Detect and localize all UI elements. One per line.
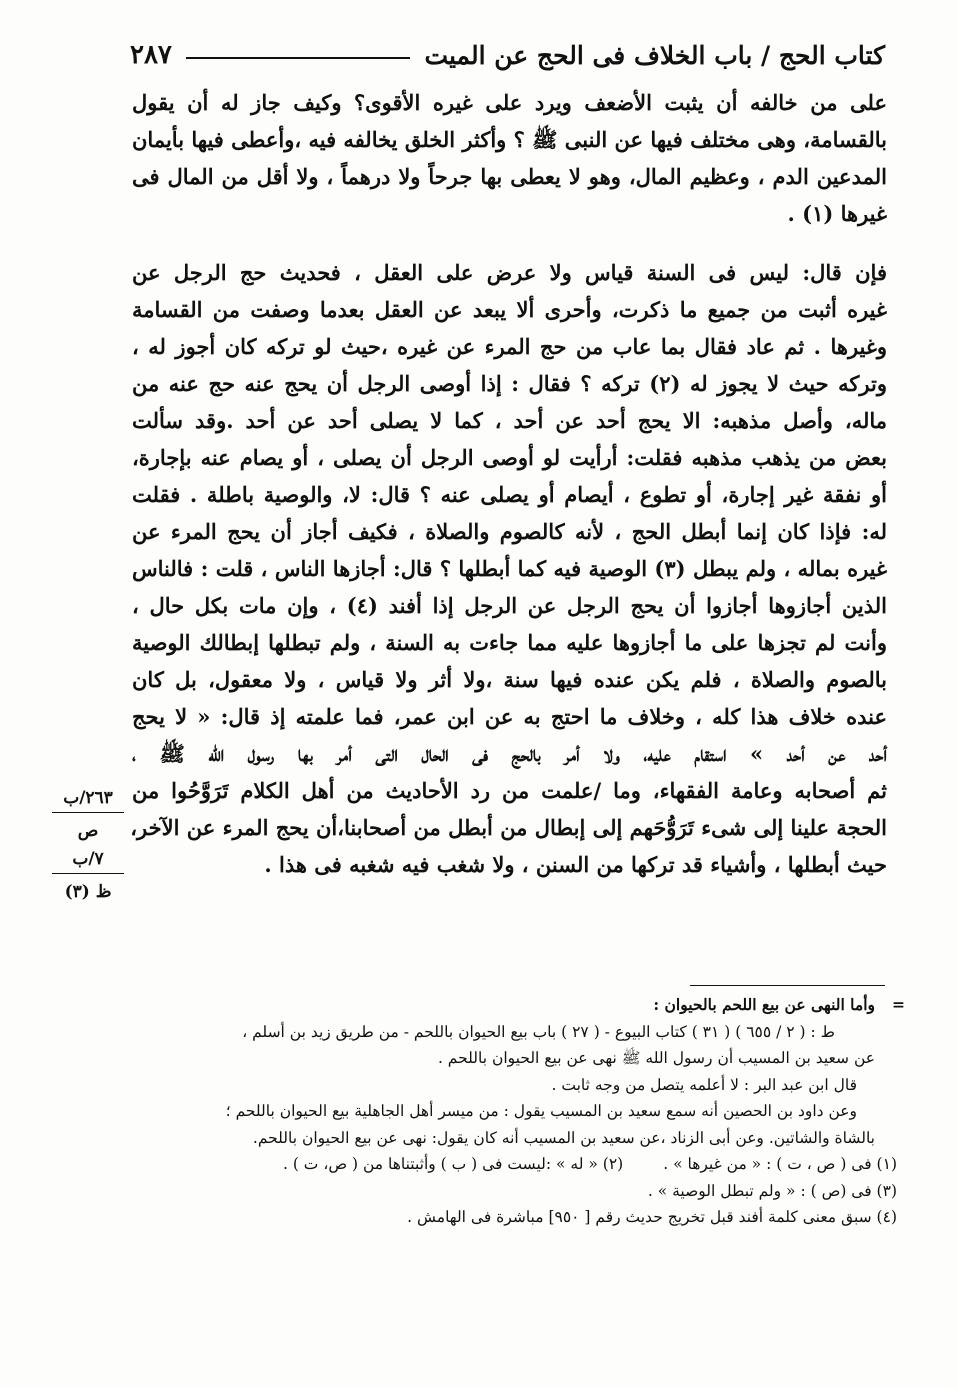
text-line: الحجة علينا إلى شىء تَرَوُّحَهم إلى إبطال من أبطل من أصحابنا،أن يحج المرء عن الآخر،	[130, 815, 887, 840]
paragraph-2	[132, 254, 887, 883]
footnote-note: (٢) « له » :ليست فى ( ب ) وأثبتناها من ( ص، ت ) .	[282, 1155, 624, 1173]
folio-marker: ٢٦٣/ب	[52, 784, 124, 813]
footnote-note: (٣) فى (ص ) : « ولم تبطل الوصية » .	[647, 1181, 897, 1200]
text-line: ماله، وأصل مذهبه: الا يحج أحد عن أحد ، كما لا يصلى أحد عن أحد .وقد سألت	[132, 408, 887, 433]
folio-marker: ٧/ب	[52, 845, 124, 874]
paragraph-1	[132, 84, 887, 232]
page-number: ٢٨٧	[130, 40, 172, 70]
footnote-line: وعن داود بن الحصين أنه سمع سعيد بن المسيب يقول : من ميسر أهل الجاهلية بيع الحيوان باللحم ؛	[225, 1102, 857, 1120]
header-rule	[186, 57, 411, 59]
text-line: أو نفقة غير إجارة، أو تطوع ، أيصام أو يصلى عنه ؟ قال: لا، والوصية باطلة . فقلت	[132, 482, 887, 507]
footnote-line	[132, 992, 905, 1019]
text-line: غيرها (١) .	[787, 201, 887, 226]
footnote-line: عن سعيد بن المسيب أن رسول الله ﷺ نهى عن بيع الحيوان باللحم .	[437, 1049, 875, 1067]
folio-marker: ص	[77, 821, 99, 841]
text-line: وأنت لم تجزها على ما أجازوها عليه مما جاءت به السنة ، ولم تبطلها إبطالك الوصية	[132, 630, 887, 655]
continuation-marker: =	[892, 995, 905, 1014]
chapter-title: كتاب الحج / باب الخلاف فى الحج عن الميت	[424, 40, 885, 70]
text-line: فإن قال: ليس فى السنة قياس ولا عرض على العقل ، فحديث حج الرجل عن	[132, 260, 887, 285]
footnote-line: ط : ( ٢ / ٦٥٥ ) ( ٣١ ) كتاب البيوع - ( ٢٧ ) باب بيع الحيوان باللحم - من طريق زيد بن أسلم ،	[242, 1022, 835, 1041]
footnote-note: (١) فى ( ص ، ت ) : « من غيرها » .	[663, 1155, 897, 1173]
text-line: له: فإذا كان إنما أبطل الحج ، لأنه كالصوم والصلاة ، فكيف أجاز أن يحج المرء عن	[132, 519, 887, 544]
text-line: وغيرها . ثم عاد فقال بما عاب من حج المرء عن غيره ،حيث لو تركه كان أجوز له ،	[132, 334, 887, 359]
main-text	[132, 84, 887, 883]
text-line: غيره بماله ، ولم يبطل (٣) الوصية فيه كما أبطلها ؟ قال: أجازها الناس ، قلت : فالناس	[132, 556, 888, 581]
running-header	[130, 30, 885, 80]
footnote-line: قال ابن عبد البر : لا أعلمه يتصل من وجه ثابت .	[551, 1075, 857, 1094]
text-line: الذين أجازوها أجازوا أن يحج الرجل عن الرجل إذا أفند (٤) ، وإن مات بكل حال ،	[132, 593, 888, 618]
text-line: عنده خلاف هذا كله ، وخلاف ما احتج به عن ابن عمر، فما علمته إذ قال: « لا يحج	[132, 704, 887, 729]
footnote-separator	[690, 985, 885, 986]
footnotes	[132, 992, 905, 1231]
text-line: المدعين الدم ، وعظيم المال، وهو لا يعطى بها جرحاً ولا درهماً ، ولا أقل من المال فى	[132, 164, 887, 189]
text-line: حيث أبطلها ، وأشياء قد تركها من السنن ، ولا شغب فيه شغبه فى هذا .	[264, 852, 887, 877]
paragraph-gap	[132, 232, 887, 254]
folio-marker: ظ (٣)	[64, 882, 112, 902]
text-line: على من خالفه أن يثبت الأضعف ويرد على غيره الأقوى؟ وكيف جاز له أن يقول	[132, 90, 887, 115]
text-line: بعض من يذهب مذهبه فقلت: أرأيت لو أوصى الرجل أن يصلى ، أو يصام عنه بإجارة،	[132, 445, 887, 470]
text-line: أحد عن أحد » استقام عليه، ولا أمر بالحج فى الحال التى أمر بها رسول الله ﷺ ،	[132, 741, 887, 766]
footnote-heading: وأما النهى عن بيع اللحم بالحيوان :	[653, 995, 875, 1014]
text-line: بالقسامة، وهى مختلف فيها عن النبى ﷺ ؟ وأكثر الخلق يخالفه فيه ،وأعطى فيها بأيمان	[132, 127, 887, 152]
text-line: ثم أصحابه وعامة الفقهاء، وما /علمت من رد الأحاديث من أهل الكلام تَرَوَّحُوا من	[132, 778, 887, 803]
text-line: بالصوم والصلاة ، فلم يكن عنده فيها سنة ،ولا أثر ولا قياس ، ولا معقول، بل كان	[132, 667, 887, 692]
text-line: غيره أثبت من جميع ما ذكرت، وأحرى ألا يبعد عن العقل بعدما وصفت من القسامة	[132, 297, 887, 322]
text-line: وتركه حيث لا يجوز له (٢) تركه ؟ فقال : إذا أوصى الرجل أن يحج عنه حج عنه من	[132, 371, 887, 396]
manuscript-margin-notes	[52, 784, 124, 906]
footnote-note-row	[132, 1151, 897, 1178]
footnote-note: (٤) سبق معنى كلمة أفند قبل تخريج حديث رقم [ ٩٥٠] مباشرة فى الهامش .	[407, 1208, 897, 1226]
footnote-line: بالشاة والشاتين. وعن أبى الزناد ،عن سعيد بن المسيب أنه كان يقول: نهى عن بيع الحيوان باللحم.	[252, 1128, 875, 1147]
